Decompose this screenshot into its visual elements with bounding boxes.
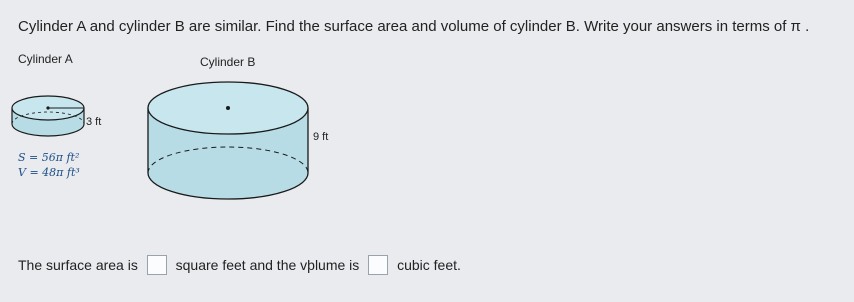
cylinder-a-label: Cylinder A [18, 52, 73, 66]
answer-text-surface: The surface area is [18, 257, 138, 273]
question-text: Cylinder A and cylinder B are similar. Find the surface area and volume of cylinder B. Write your answers in terms of π . [18, 18, 810, 35]
cylinder-b-center [226, 106, 230, 110]
cylinder-a-volume: V = 48π ft³ [18, 166, 80, 179]
answer-line [18, 255, 461, 275]
cylinder-a-center [46, 106, 49, 109]
cylinder-b-figure [144, 78, 314, 228]
volume-answer-box[interactable] [368, 255, 388, 275]
answer-text-volume: square feet and the vþlume is [175, 257, 360, 273]
surface-area-answer-box[interactable] [147, 255, 167, 275]
cylinder-a-measure: 3 ft [86, 116, 102, 128]
cylinder-b-measure: 9 ft [313, 131, 329, 143]
answer-text-units: cubic feet. [397, 257, 461, 273]
cylinder-b-label: Cylinder B [200, 55, 256, 69]
cylinder-a-surface-area: S = 56π ft² [18, 151, 80, 164]
